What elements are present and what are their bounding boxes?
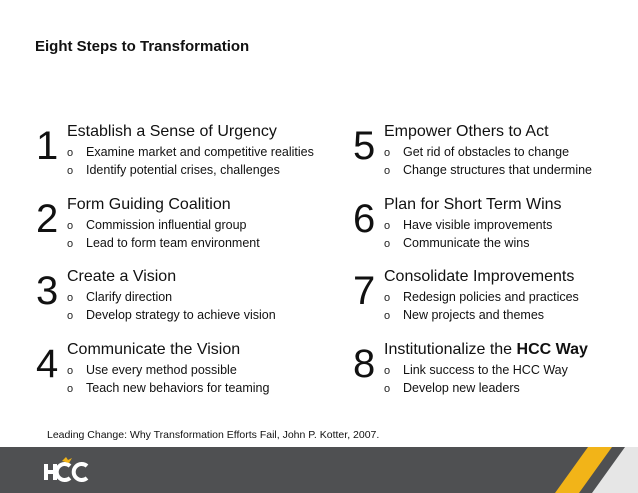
footer-bar bbox=[0, 447, 638, 493]
step-bullets bbox=[384, 289, 579, 325]
step-heading: Consolidate Improvements bbox=[384, 268, 575, 285]
step-number: 6 bbox=[353, 197, 376, 241]
step-heading: Create a Vision bbox=[67, 268, 177, 285]
bullet-marker-icon: o bbox=[67, 383, 74, 395]
step-number: 4 bbox=[36, 342, 59, 386]
bullet-marker-icon: o bbox=[67, 165, 74, 177]
step-1 bbox=[36, 122, 326, 192]
bullet-marker-icon: o bbox=[67, 365, 74, 377]
bullet-item: o Communicate the wins bbox=[384, 235, 552, 253]
footer-graphic bbox=[0, 447, 638, 493]
bullet-marker-icon: o bbox=[67, 292, 74, 304]
bullet-marker-icon: o bbox=[384, 147, 391, 159]
step-4 bbox=[36, 340, 326, 410]
bullet-item: o Examine market and competitive realities bbox=[67, 144, 314, 162]
bullet-item: o Develop strategy to achieve vision bbox=[67, 307, 276, 325]
step-heading: Form Guiding Coalition bbox=[67, 196, 231, 213]
bullet-marker-icon: o bbox=[67, 310, 74, 322]
bullet-marker-icon: o bbox=[67, 220, 74, 232]
bullet-item: o Use every method possible bbox=[67, 362, 269, 380]
bullet-marker-icon: o bbox=[384, 383, 391, 395]
slide-title: Eight Steps to Transformation bbox=[35, 38, 250, 55]
step-8 bbox=[353, 340, 638, 410]
step-5 bbox=[353, 122, 638, 192]
step-bullets bbox=[67, 217, 260, 253]
step-bullets bbox=[384, 217, 552, 253]
bullet-item: o Teach new behaviors for teaming bbox=[67, 380, 269, 398]
step-number: 3 bbox=[36, 269, 59, 313]
bullet-item: o Get rid of obstacles to change bbox=[384, 144, 592, 162]
step-heading: Establish a Sense of Urgency bbox=[67, 123, 277, 140]
step-number: 8 bbox=[353, 342, 376, 386]
bullet-item: o Have visible improvements bbox=[384, 217, 552, 235]
step-heading: Empower Others to Act bbox=[384, 123, 549, 140]
step-number: 5 bbox=[353, 124, 376, 168]
step-heading: Institutionalize the HCC Way bbox=[384, 341, 588, 358]
step-number: 1 bbox=[36, 124, 59, 168]
bullet-item: o Link success to the HCC Way bbox=[384, 362, 568, 380]
step-7 bbox=[353, 267, 638, 337]
step-heading: Communicate the Vision bbox=[67, 341, 241, 358]
step-bullets bbox=[67, 362, 269, 398]
bullet-item: o Change structures that undermine bbox=[384, 162, 592, 180]
step-bullets bbox=[67, 289, 276, 325]
bullet-marker-icon: o bbox=[67, 147, 74, 159]
step-bullets bbox=[67, 144, 314, 180]
bullet-item: o New projects and themes bbox=[384, 307, 579, 325]
step-6 bbox=[353, 195, 638, 265]
bullet-item: o Commission influential group bbox=[67, 217, 260, 235]
step-number: 2 bbox=[36, 197, 59, 241]
step-2 bbox=[36, 195, 326, 265]
step-3 bbox=[36, 267, 326, 337]
step-bullets bbox=[384, 362, 568, 398]
bullet-item: o Redesign policies and practices bbox=[384, 289, 579, 307]
bullet-marker-icon: o bbox=[384, 165, 391, 177]
step-number: 7 bbox=[353, 269, 376, 313]
step-heading: Plan for Short Term Wins bbox=[384, 196, 562, 213]
step-bullets bbox=[384, 144, 592, 180]
bullet-marker-icon: o bbox=[384, 365, 391, 377]
bullet-item: o Lead to form team environment bbox=[67, 235, 260, 253]
bullet-item: o Identify potential crises, challenges bbox=[67, 162, 314, 180]
bullet-item: o Clarify direction bbox=[67, 289, 276, 307]
bullet-marker-icon: o bbox=[384, 238, 391, 250]
bullet-marker-icon: o bbox=[384, 220, 391, 232]
hcc-logo-icon bbox=[42, 456, 94, 482]
bullet-marker-icon: o bbox=[384, 292, 391, 304]
bullet-item: o Develop new leaders bbox=[384, 380, 568, 398]
citation-text: Leading Change: Why Transformation Efforts Fail, John P. Kotter, 2007. bbox=[47, 429, 380, 441]
bullet-marker-icon: o bbox=[67, 238, 74, 250]
bullet-marker-icon: o bbox=[384, 310, 391, 322]
